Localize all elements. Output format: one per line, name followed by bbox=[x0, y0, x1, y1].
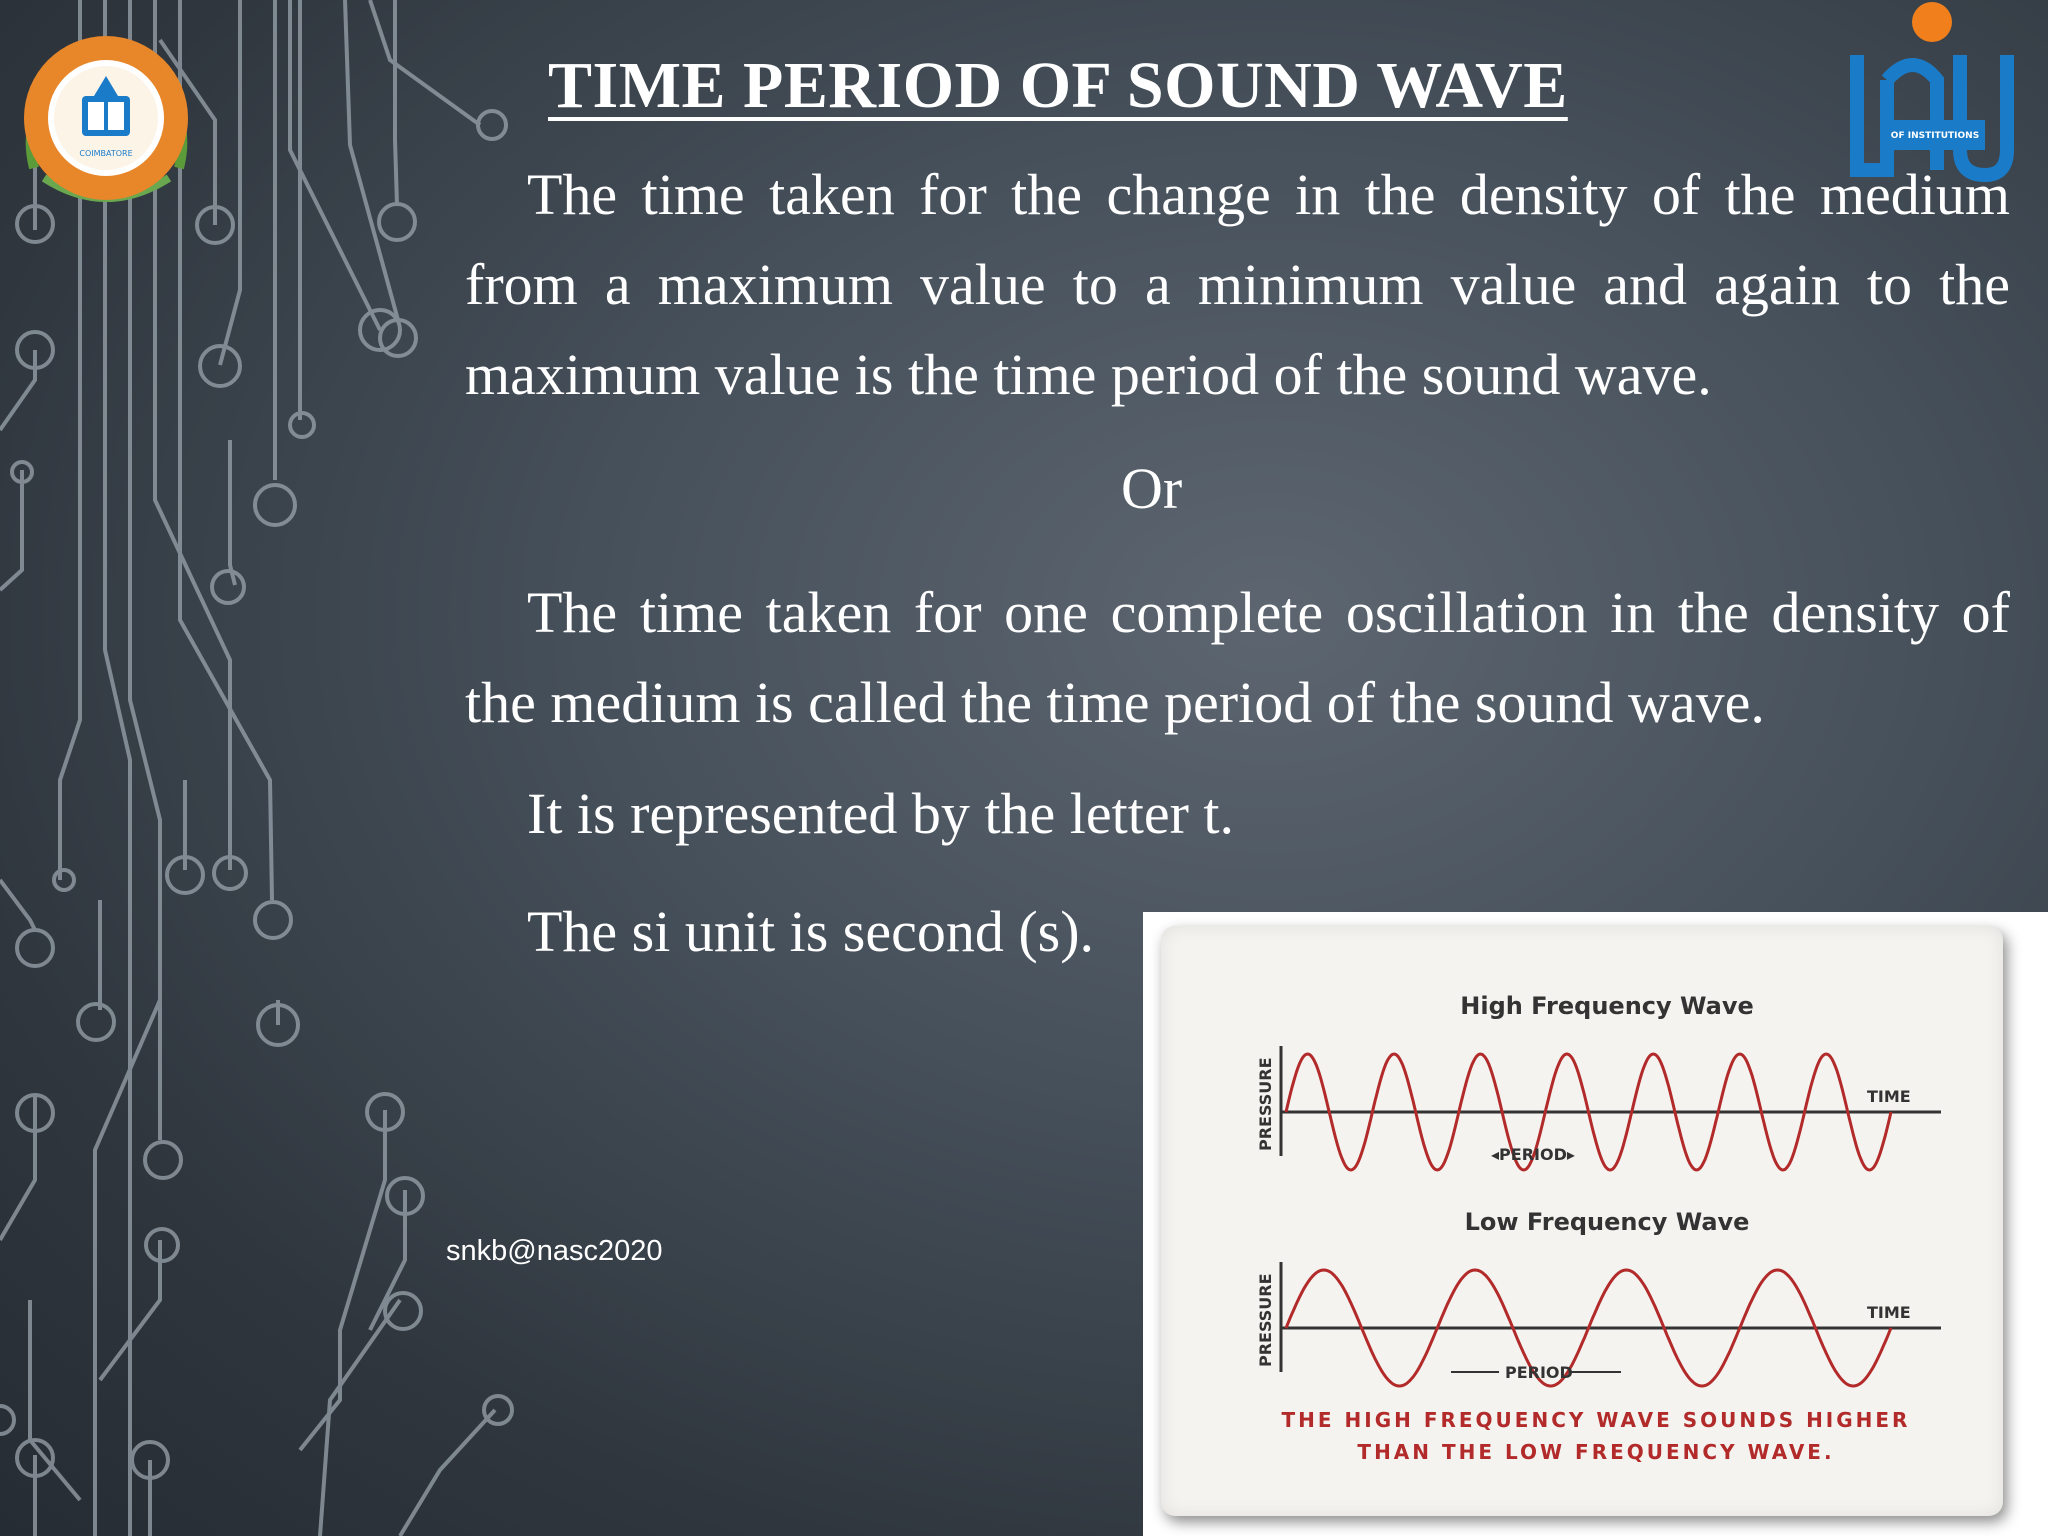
low-frequency-title: Low Frequency Wave bbox=[1464, 1208, 1750, 1236]
definition-paragraph-2: The time taken for one complete oscillation in the density of the medium is called the time period of the sound wave. bbox=[465, 580, 2010, 735]
period-label-high bbox=[1491, 1145, 1575, 1164]
time-label-high: TIME bbox=[1867, 1087, 1911, 1106]
pressure-label-high: PRESSURE bbox=[1256, 1057, 1275, 1151]
figure-caption-line2: THAN THE LOW FREQUENCY WAVE. bbox=[1357, 1440, 1835, 1464]
definition-paragraph-1: The time taken for the change in the density of the medium from a maximum value to a minimum value and again to the maximum value is the time period of the sound wave. bbox=[465, 162, 2010, 407]
period-text-high: PERIOD bbox=[1499, 1145, 1567, 1164]
figure-card bbox=[1161, 926, 2003, 1516]
high-frequency-title: High Frequency Wave bbox=[1460, 992, 1754, 1020]
frequency-figure bbox=[1143, 912, 2048, 1536]
period-text-low: PERIOD bbox=[1505, 1363, 1573, 1382]
college-logo bbox=[14, 18, 199, 218]
institution-logo-text: OF INSTITUTIONS bbox=[1890, 131, 1980, 141]
period-arrow-right-icon: ▸ bbox=[1566, 1145, 1575, 1164]
time-label-low: TIME bbox=[1867, 1303, 1911, 1322]
or-separator: Or bbox=[1121, 456, 1183, 521]
slide-title: TIME PERIOD OF SOUND WAVE bbox=[548, 49, 1568, 122]
si-unit-statement: The si unit is second (s). bbox=[527, 899, 1095, 964]
author-credit: snkb@nasc2020 bbox=[446, 1235, 663, 1267]
period-arrow-left-icon: ◂ bbox=[1491, 1145, 1500, 1164]
symbol-statement: It is represented by the letter t. bbox=[527, 781, 1235, 846]
figure-caption-line1: THE HIGH FREQUENCY WAVE SOUNDS HIGHER bbox=[1281, 1408, 1911, 1432]
svg-text:COIMBATORE: COIMBATORE bbox=[79, 149, 133, 158]
high-frequency-wave-plot bbox=[1241, 1026, 1961, 1176]
pressure-label-low: PRESSURE bbox=[1256, 1273, 1275, 1367]
low-frequency-wave-plot bbox=[1241, 1242, 1961, 1392]
